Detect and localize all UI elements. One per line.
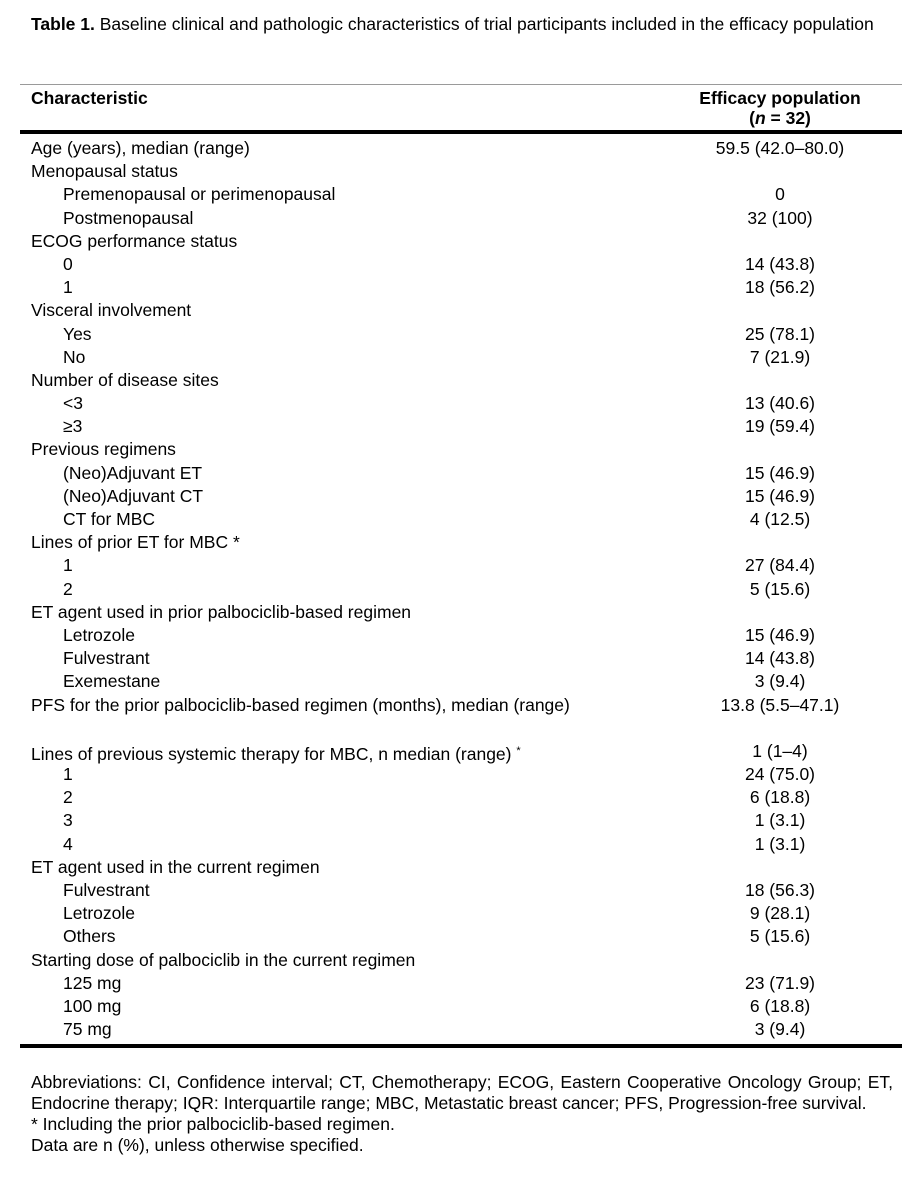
table-row — [0, 415, 918, 438]
row-label — [31, 137, 631, 159]
row-label — [31, 601, 631, 623]
table-row — [0, 276, 918, 299]
row-value: 6 (18.8) — [749, 787, 811, 808]
row-value: 5 (15.6) — [749, 926, 811, 947]
table-label: Table 1. — [31, 14, 95, 34]
row-value: 59.5 (42.0–80.0) — [715, 138, 845, 158]
column-header-line1: Efficacy population — [699, 88, 861, 108]
table-row — [0, 485, 918, 508]
table-footnotes — [31, 1072, 893, 1156]
row-value: 19 (59.4) — [744, 416, 816, 437]
header-paren: ( — [749, 108, 755, 128]
table-row — [0, 253, 918, 276]
table-title: Baseline clinical and pathologic characteristics of trial participants included in the efficacy population — [94, 14, 874, 34]
row-label — [63, 1018, 663, 1040]
row-value: 13 (40.6) — [744, 393, 816, 414]
row-label-text: Visceral involvement — [31, 300, 192, 321]
row-label — [63, 786, 663, 808]
row-label-text: Age (years), median (range) — [31, 138, 250, 158]
row-label — [63, 207, 663, 229]
table-row — [0, 856, 918, 879]
row-label-text: Letrozole — [63, 903, 135, 924]
row-label-text: ≥3 — [63, 416, 83, 437]
row-label-text: 125 mg — [63, 972, 122, 993]
table-row — [0, 925, 918, 948]
row-label-text: Menopausal status — [31, 161, 178, 182]
row-label — [31, 160, 631, 182]
row-label-text: Lines of prior ET for MBC * — [31, 532, 240, 553]
row-label — [63, 925, 663, 947]
row-label-text: 75 mg — [63, 1019, 112, 1040]
row-value: 15 (46.9) — [744, 462, 816, 483]
table-row — [0, 230, 918, 253]
footnote-asterisk: * Including the prior palbociclib-based regimen. — [31, 1114, 395, 1134]
table-row — [0, 624, 918, 647]
row-label — [63, 554, 663, 576]
row-label — [31, 230, 631, 252]
table-row — [0, 346, 918, 369]
table-caption — [31, 13, 891, 35]
row-label — [63, 578, 663, 600]
row-label — [63, 902, 663, 924]
column-header-characteristic: Characteristic — [31, 88, 148, 108]
row-value: 14 (43.8) — [744, 648, 816, 669]
row-label — [31, 531, 631, 553]
row-label-text: PFS for the prior palbociclib-based regimen (months), median (range) — [31, 694, 570, 715]
row-label-text: ECOG performance status — [31, 230, 238, 251]
row-label — [63, 763, 663, 785]
row-value: 7 (21.9) — [749, 346, 811, 367]
row-value: 27 (84.4) — [744, 555, 816, 576]
row-label-text: Fulvestrant — [63, 648, 150, 669]
header-rule — [20, 130, 902, 134]
row-label-text: <3 — [63, 393, 83, 414]
header-n: n — [754, 108, 766, 128]
table-row — [0, 833, 918, 856]
row-label-text: Number of disease sites — [31, 369, 219, 390]
row-label — [63, 415, 663, 437]
row-label-text: 1 — [63, 277, 73, 298]
top-rule — [20, 84, 902, 85]
table-row — [0, 392, 918, 415]
row-value: 5 (15.6) — [749, 578, 811, 599]
row-label — [63, 253, 663, 275]
row-label-text: 1 — [63, 555, 73, 576]
table-row — [0, 786, 918, 809]
row-value: 1 (1–4) — [752, 740, 808, 761]
row-label — [63, 624, 663, 646]
row-value: 1 (3.1) — [754, 810, 806, 831]
table-row — [0, 647, 918, 670]
row-label-text: No — [63, 346, 86, 367]
table-row — [0, 694, 918, 740]
row-label-text: Premenopausal or perimenopausal — [63, 184, 336, 205]
table-row — [0, 369, 918, 392]
table-row — [0, 949, 918, 972]
row-value: 13.8 (5.5–47.1) — [720, 694, 840, 715]
table-body — [0, 137, 918, 1041]
row-label-text: ET agent used in prior palbociclib-based regimen — [31, 601, 412, 622]
row-label — [31, 740, 631, 765]
row-value: 24 (75.0) — [744, 764, 816, 785]
row-label — [63, 276, 663, 298]
table-row — [0, 462, 918, 485]
row-value: 25 (78.1) — [744, 323, 816, 344]
row-value: 15 (46.9) — [744, 485, 816, 506]
row-label — [63, 508, 663, 530]
row-value: 4 (12.5) — [749, 509, 811, 529]
row-label — [31, 694, 631, 716]
row-label-text: 2 — [63, 578, 73, 599]
row-label — [63, 833, 663, 855]
row-label — [63, 392, 663, 414]
table-row — [0, 809, 918, 832]
row-label — [63, 323, 663, 345]
row-label-text: Postmenopausal — [63, 207, 194, 228]
row-label-text: 0 — [63, 253, 73, 274]
row-value: 9 (28.1) — [749, 903, 811, 924]
row-value: 32 (100) — [747, 207, 813, 228]
row-value: 14 (43.8) — [744, 253, 816, 274]
row-label — [63, 485, 663, 507]
row-value: 18 (56.2) — [744, 277, 816, 298]
row-value: 6 (18.8) — [749, 995, 811, 1016]
row-label — [63, 462, 663, 484]
table-row — [0, 670, 918, 693]
row-value: 15 (46.9) — [744, 624, 816, 645]
row-label — [63, 670, 663, 692]
row-label-text: ET agent used in the current regimen — [31, 856, 320, 877]
table-row — [0, 207, 918, 230]
table-row — [0, 137, 918, 160]
row-label-text: (Neo)Adjuvant ET — [63, 462, 203, 483]
row-label-text: (Neo)Adjuvant CT — [63, 485, 204, 506]
row-label — [31, 856, 631, 878]
table-row — [0, 438, 918, 461]
row-value: 0 — [775, 184, 785, 205]
row-label — [63, 995, 663, 1017]
row-value: 1 (3.1) — [754, 833, 806, 854]
table-row — [0, 972, 918, 995]
row-label-text: 3 — [63, 810, 73, 831]
row-label — [63, 183, 663, 205]
footnote-data-note: Data are n (%), unless otherwise specified. — [31, 1135, 364, 1155]
row-label — [31, 299, 631, 321]
row-label-text: 2 — [63, 787, 73, 808]
row-footnote-marker: * — [516, 744, 521, 757]
table-row — [0, 323, 918, 346]
column-header-line2 — [660, 108, 900, 128]
row-label — [63, 972, 663, 994]
table-row — [0, 879, 918, 902]
bottom-rule — [20, 1044, 902, 1048]
footnote-abbreviations: Abbreviations: CI, Confidence interval; CT, Chemotherapy; ECOG, Eastern Cooperative Oncology Group; ET, Endocrine therapy; IQR: Interquartile range; MBC, Metastatic breast cancer; PFS, Progression-free survival. — [31, 1072, 893, 1113]
table-row — [0, 578, 918, 601]
table-row — [0, 1018, 918, 1041]
table-row — [0, 601, 918, 624]
row-label-text: Fulvestrant — [63, 880, 150, 901]
row-value: 3 (9.4) — [754, 1019, 806, 1040]
row-label — [63, 879, 663, 901]
table-row — [0, 995, 918, 1018]
row-label-text: Previous regimens — [31, 439, 176, 460]
row-label-text: Starting dose of palbociclib in the current regimen — [31, 949, 416, 970]
row-label-text: Others — [63, 926, 116, 947]
row-label-text: 4 — [63, 833, 73, 854]
row-label — [63, 647, 663, 669]
row-label — [31, 369, 631, 391]
row-label — [31, 438, 631, 460]
row-value: 3 (9.4) — [754, 671, 806, 692]
row-label-text: Lines of previous systemic therapy for MBC, n median (range) — [31, 743, 512, 764]
table-row — [0, 508, 918, 531]
row-label — [63, 809, 663, 831]
row-value: 23 (71.9) — [744, 972, 816, 993]
table-row — [0, 183, 918, 206]
table-row — [0, 763, 918, 786]
row-label-text: 100 mg — [63, 995, 122, 1016]
row-label-text: Exemestane — [63, 671, 161, 692]
table-row — [0, 531, 918, 554]
row-value: 18 (56.3) — [744, 880, 816, 901]
row-label — [63, 346, 663, 368]
column-header-efficacy-population — [660, 88, 900, 128]
table-row — [0, 160, 918, 183]
table-row — [0, 554, 918, 577]
row-label-text: Yes — [63, 323, 92, 344]
row-label-text: 1 — [63, 764, 73, 785]
header-count: = 32) — [765, 108, 811, 128]
table-row — [0, 299, 918, 322]
table-row — [0, 740, 918, 763]
table-row — [0, 902, 918, 925]
row-label-text: CT for MBC — [63, 509, 156, 529]
row-label — [31, 949, 631, 971]
row-label-text: Letrozole — [63, 624, 135, 645]
